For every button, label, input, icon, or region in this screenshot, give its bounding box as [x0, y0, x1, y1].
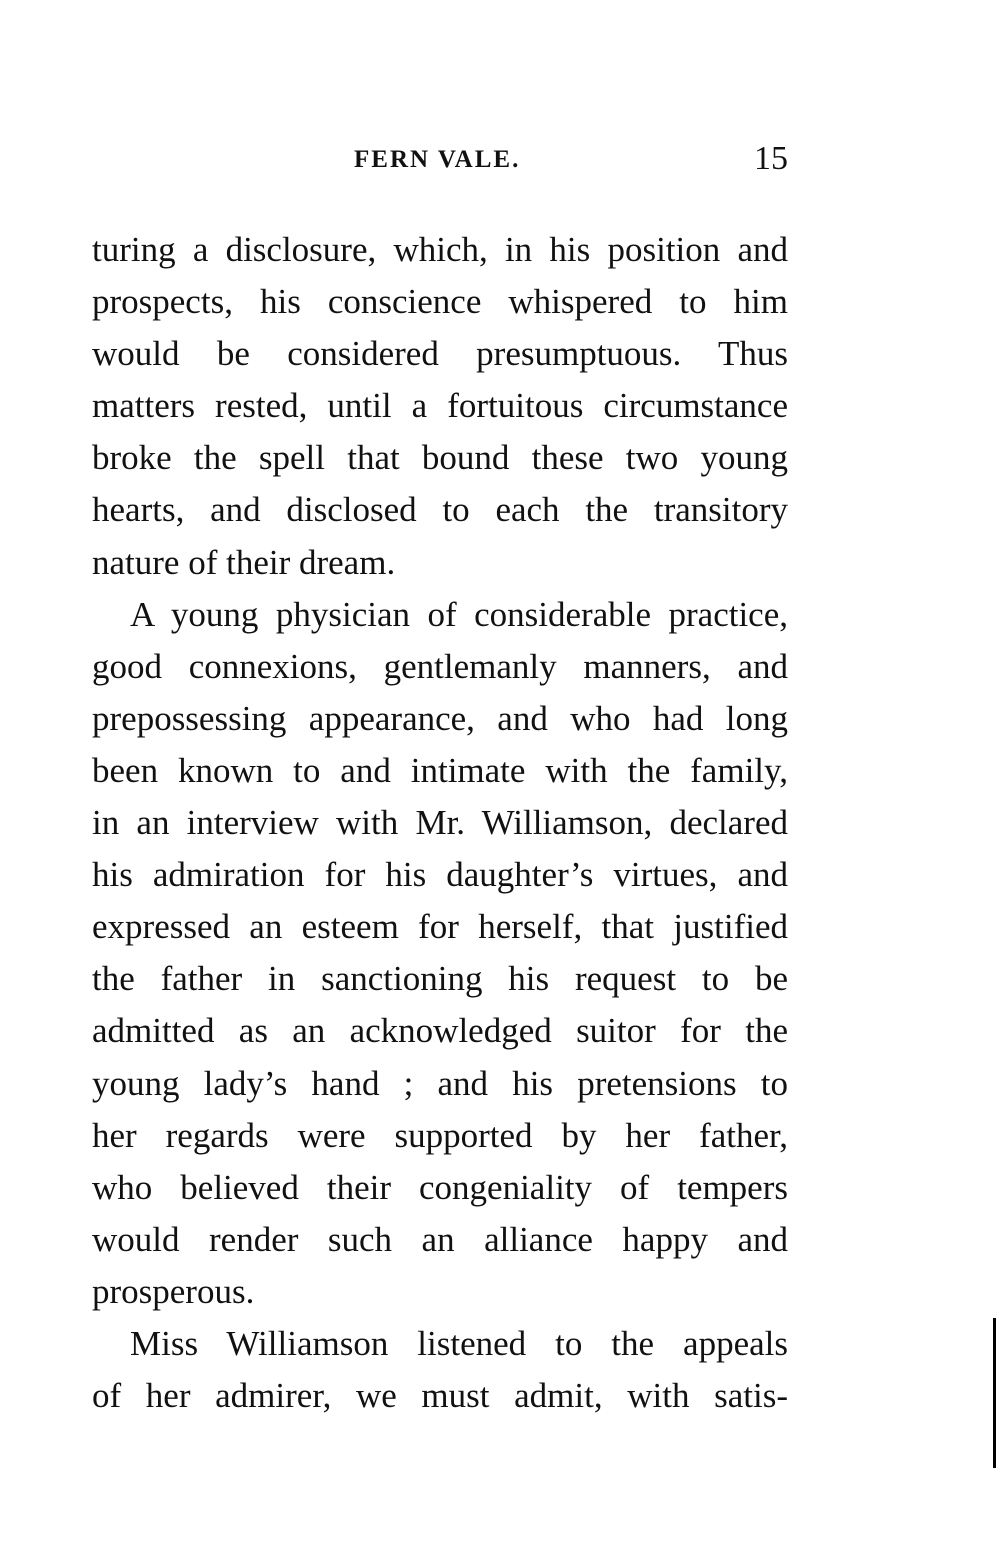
text-line: would render such an alliance happy and: [92, 1219, 788, 1259]
text-line: Miss Williamson listened to the appeals: [130, 1323, 788, 1363]
text-line: in an interview with Mr. Williamson, declared: [92, 803, 788, 843]
running-title: FERN VALE.: [354, 146, 521, 173]
paragraph-2: [92, 589, 788, 1318]
text-line: A young physician of considerable practice,: [130, 594, 788, 634]
text-line: expressed an esteem for herself, that justified: [92, 907, 788, 947]
page-header: [92, 140, 788, 184]
page-number: 15: [754, 140, 788, 177]
text-line: been known to and intimate with the family,: [92, 750, 788, 790]
text-line: turing a disclosure, which, in his position and: [92, 230, 788, 269]
text-line: hearts, and disclosed to each the transitory: [92, 490, 788, 530]
text-line: prosperous.: [92, 1271, 255, 1311]
text-line: nature of their dream.: [92, 542, 396, 582]
text-line: good connexions, gentlemanly manners, and: [92, 646, 788, 686]
text-line: prospects, his conscience whispered to him: [92, 282, 788, 322]
text-line: her regards were supported by her father,: [92, 1115, 788, 1155]
text-line: who believed their congeniality of tempers: [92, 1167, 788, 1207]
text-line: would be considered presumptuous. Thus: [92, 334, 788, 374]
text-line: matters rested, until a fortuitous circumstance: [92, 386, 788, 426]
body-text: [92, 224, 788, 1422]
text-line: of her admirer, we must admit, with satis-: [92, 1376, 788, 1416]
text-line: his admiration for his daughter’s virtues, and: [92, 855, 788, 895]
text-line: admitted as an acknowledged suitor for the: [92, 1011, 788, 1051]
scan-edge-line: [993, 1318, 996, 1468]
paragraph-3: [92, 1318, 788, 1422]
text-line: broke the spell that bound these two young: [92, 438, 788, 478]
text-line: prepossessing appearance, and who had long: [92, 698, 788, 738]
text-line: the father in sanctioning his request to be: [92, 959, 788, 999]
paragraph-1: [92, 224, 788, 589]
text-line: young lady’s hand ; and his pretensions to: [92, 1063, 788, 1103]
